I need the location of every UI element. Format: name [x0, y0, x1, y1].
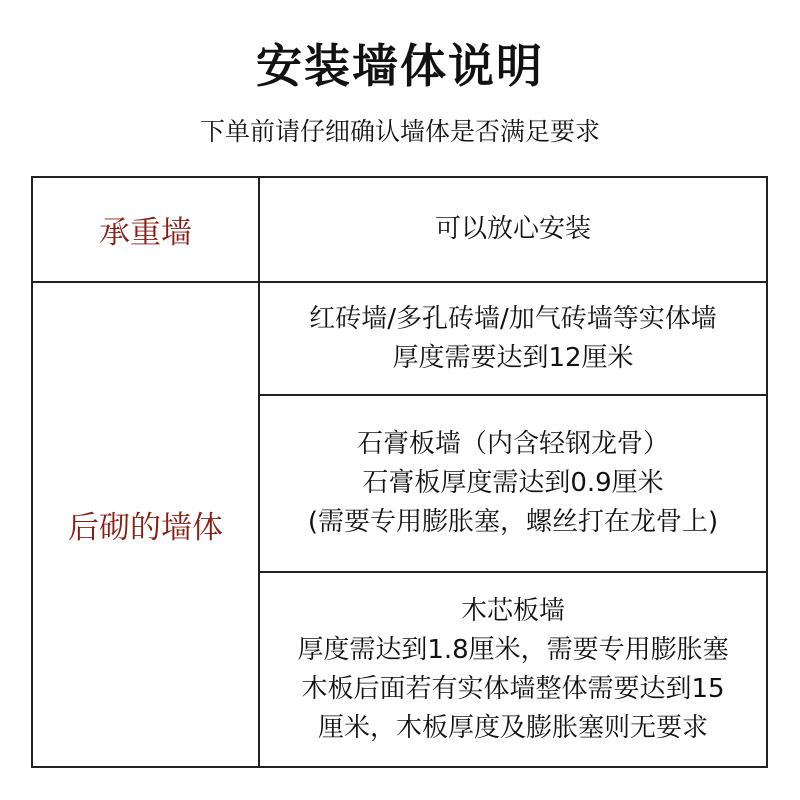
content-line: 厚度需达到1.8厘米，需要专用膨胀塞: [297, 634, 729, 665]
content-line: 厘米，木板厚度及膨胀塞则无要求: [317, 712, 708, 743]
content-solid-brick-wall: [260, 283, 766, 394]
content-line: 厚度需要达到12厘米: [392, 342, 634, 373]
content-line: 红砖墙/多孔砖墙/加气砖墙等实体墙: [309, 303, 717, 334]
content-line: 石膏板厚度需达到0.9厘米: [362, 468, 664, 498]
content-line: 石膏板墙（内含轻钢龙骨）: [356, 429, 669, 459]
content-blockboard-wall: [260, 573, 766, 766]
content-line: (需要专用膨胀塞，螺丝打在龙骨上): [307, 507, 719, 537]
wall-requirements-table: [31, 176, 768, 768]
content-line: 木芯板墙: [460, 595, 565, 626]
content-load-bearing-wall: [260, 178, 766, 281]
page-title: 安装墙体说明: [256, 39, 544, 93]
content-line: 可以放心安装: [434, 214, 591, 244]
page-subtitle: 下单前请仔细确认墙体是否满足要求: [199, 117, 600, 146]
content-line: 木板后面若有实体墙整体需要达到15: [301, 673, 725, 704]
label-load-bearing-wall: 承重墙: [99, 215, 192, 251]
content-gypsum-board-wall: [260, 396, 766, 571]
label-non-load-bearing-wall: 后砌的墙体: [68, 510, 223, 546]
